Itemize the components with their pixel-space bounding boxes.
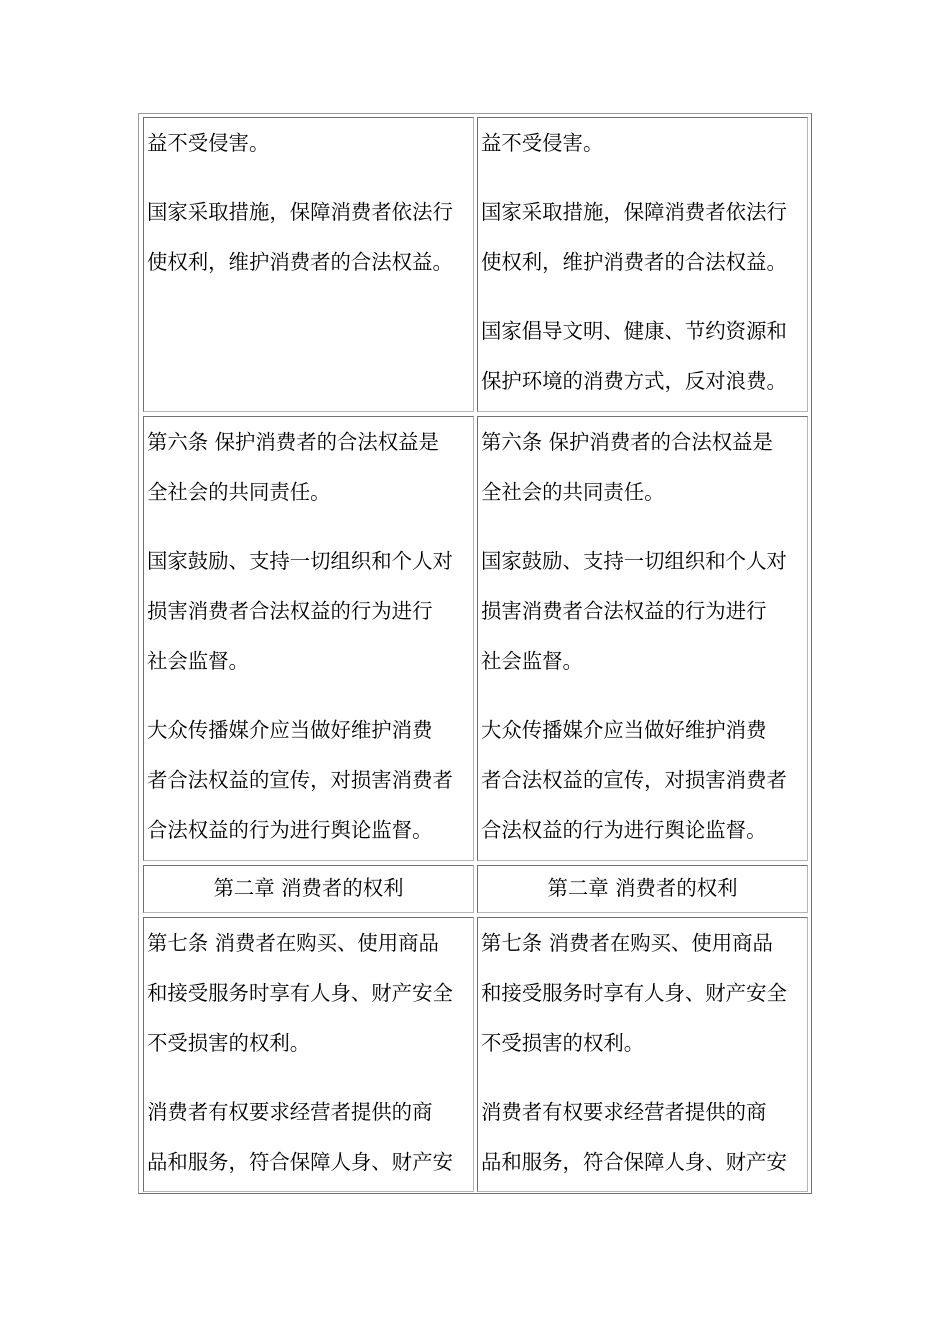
- text-line: 使权利，维护消费者的合法权益。: [481, 250, 787, 274]
- table-cell-row4-right: [477, 917, 808, 1192]
- text-line: 保护环境的消费方式，反对浪费。: [481, 369, 787, 393]
- text-line: 社会监督。: [147, 649, 249, 673]
- text-line: 国家采取措施，保障消费者依法行: [147, 200, 453, 224]
- text-line: 第六条 保护消费者的合法权益是: [481, 430, 773, 454]
- text-line: 第七条 消费者在购买、使用商品: [147, 931, 439, 955]
- text-line: 全社会的共同责任。: [481, 480, 665, 504]
- text-line: 合法权益的行为进行舆论监督。: [147, 818, 433, 842]
- text-line: 不受损害的权利。: [481, 1031, 645, 1055]
- text-line: 第七条 消费者在购买、使用商品: [481, 931, 773, 955]
- text-line: 和接受服务时享有人身、财产安全: [481, 981, 787, 1005]
- text-line: 益不受侵害。: [147, 131, 270, 155]
- table-cell-row2-left: [143, 416, 474, 861]
- text-line: 全社会的共同责任。: [147, 480, 331, 504]
- text-line: 大众传播媒介应当做好维护消费: [147, 718, 433, 742]
- text-line: 损害消费者合法权益的行为进行: [147, 599, 433, 623]
- text-line: 者合法权益的宣传，对损害消费者: [481, 768, 787, 792]
- text-line: 益不受侵害。: [481, 131, 604, 155]
- chapter-heading: 第二章 消费者的权利: [213, 876, 404, 900]
- text-line: 使权利，维护消费者的合法权益。: [147, 250, 453, 274]
- text-line: 国家鼓励、支持一切组织和个人对: [147, 549, 453, 573]
- table-cell-row4-left: [143, 917, 474, 1192]
- text-line: 品和服务，符合保障人身、财产安: [147, 1150, 453, 1174]
- text-line: 国家倡导文明、健康、节约资源和: [481, 319, 787, 343]
- table-cell-chapter-left: [143, 865, 474, 913]
- text-line: 合法权益的行为进行舆论监督。: [481, 818, 767, 842]
- table-cell-row2-right: [477, 416, 808, 861]
- text-line: 消费者有权要求经营者提供的商: [147, 1100, 433, 1124]
- comparison-table: [138, 113, 812, 1194]
- text-line: 第六条 保护消费者的合法权益是: [147, 430, 439, 454]
- text-line: 品和服务，符合保障人身、财产安: [481, 1150, 787, 1174]
- table-cell-row1-left: [143, 117, 474, 412]
- text-line: 社会监督。: [481, 649, 583, 673]
- text-line: 国家采取措施，保障消费者依法行: [481, 200, 787, 224]
- chapter-heading: 第二章 消费者的权利: [547, 876, 738, 900]
- text-line: 大众传播媒介应当做好维护消费: [481, 718, 767, 742]
- text-line: 不受损害的权利。: [147, 1031, 311, 1055]
- text-line: 消费者有权要求经营者提供的商: [481, 1100, 767, 1124]
- table-cell-chapter-right: [477, 865, 808, 913]
- text-line: 和接受服务时享有人身、财产安全: [147, 981, 453, 1005]
- text-line: 者合法权益的宣传，对损害消费者: [147, 768, 453, 792]
- table-cell-row1-right: [477, 117, 808, 412]
- text-line: 损害消费者合法权益的行为进行: [481, 599, 767, 623]
- text-line: 国家鼓励、支持一切组织和个人对: [481, 549, 787, 573]
